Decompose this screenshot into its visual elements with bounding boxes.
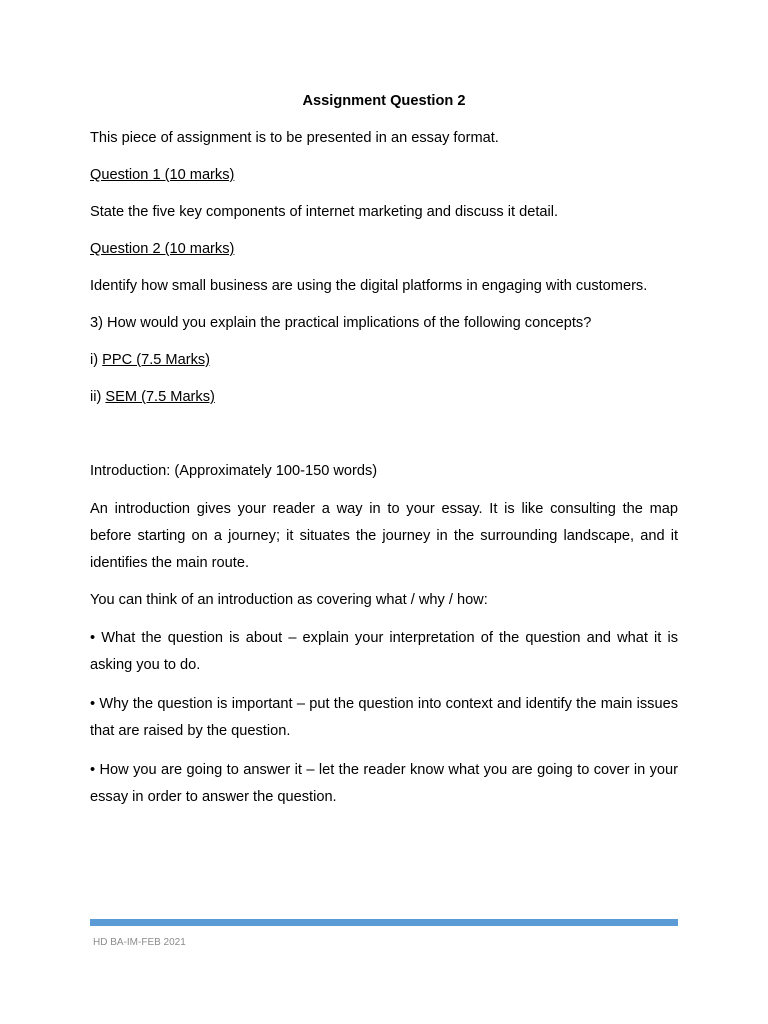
question-1-heading: Question 1 (10 marks) [90,167,235,183]
introduction-paragraph: An introduction gives your reader a way in to your essay. It is like consulting the map before starting on a journey; it situates the journey in the surrounding landscape, and it identifies the main route. [90,501,678,571]
footer-text: HD BA-IM-FEB 2021 [93,937,186,948]
question-2-heading: Question 2 (10 marks) [90,241,235,257]
introduction-lead: You can think of an introduction as covering what / why / how: [90,592,488,608]
question-3-item-ppc [90,347,678,374]
question-2-text: Identify how small business are using the digital platforms in engaging with customers. [90,278,648,294]
introduction-heading: Introduction: (Approximately 100-150 words) [90,463,378,479]
item-label: PPC (7.5 Marks) [102,352,211,368]
bullet-why: • Why the question is important – put the question into context and identify the main issues that are raised by the question. [90,696,678,739]
question-3-item-sem [90,384,678,411]
bullet-what: • What the question is about – explain your interpretation of the question and what it is asking you to do. [90,630,678,673]
footer-divider [90,919,678,926]
item-prefix: i) [90,352,103,368]
item-label: SEM (7.5 Marks) [105,389,215,405]
bullet-how: • How you are going to answer it – let the reader know what you are going to cover in your essay in order to answer the question. [90,762,678,805]
format-instruction: This piece of assignment is to be presented in an essay format. [90,130,499,146]
assignment-title: Assignment Question 2 [302,93,466,109]
question-3-text: 3) How would you explain the practical implications of the following concepts? [90,315,592,331]
question-1-text: State the five key components of internet marketing and discuss it detail. [90,204,559,220]
item-prefix: ii) [90,389,106,405]
